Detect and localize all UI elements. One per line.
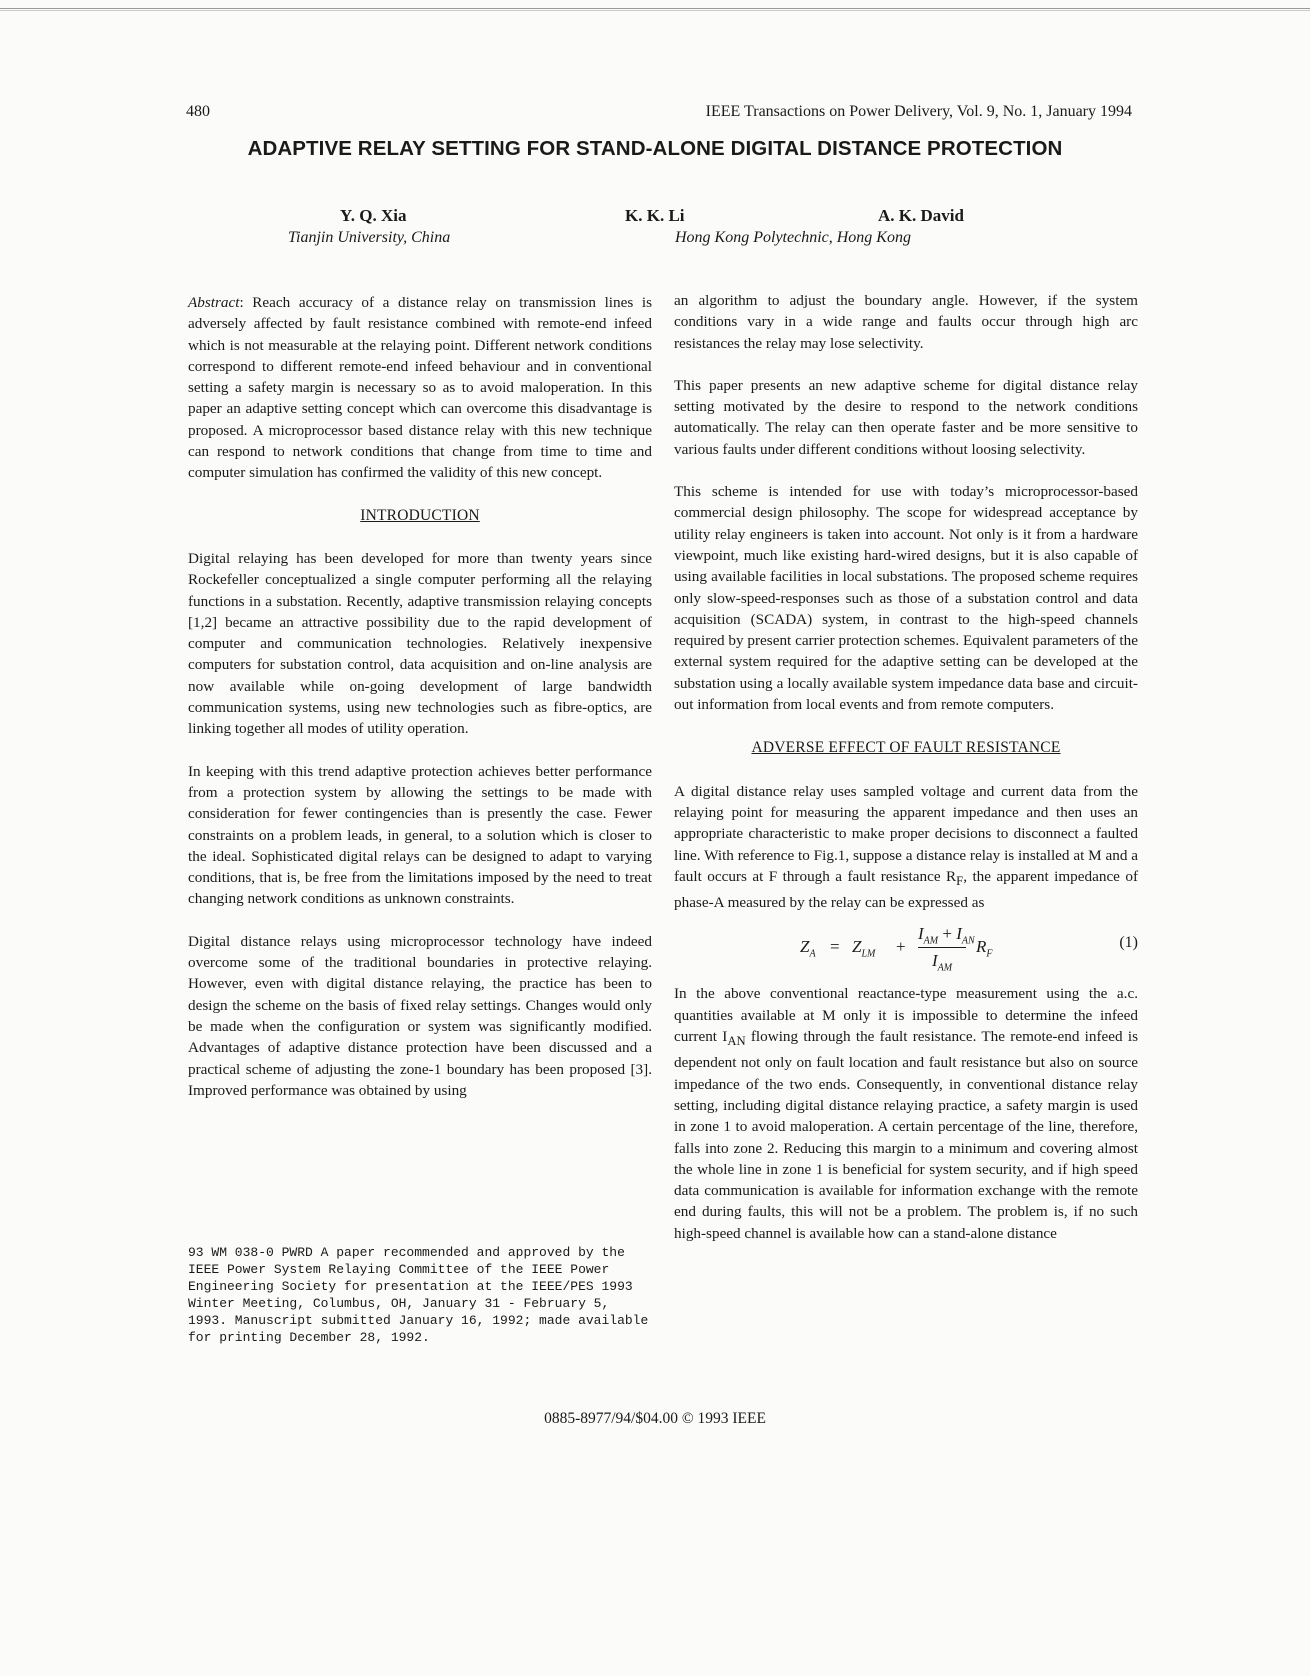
adverse-paragraph-1: A digital distance relay uses sampled voltage and current data from the relaying point for measuring the apparent impedance and then uses an appropriate characteristic to make proper decisions to disconnect a faulted line. With reference to Fig.1, suppose a distance relay is installed at M and a fault occurs at F through a fault resistance $R_F$, the apparent impedance of phase-A measured by the relay can be expressed as: [674, 782, 1139, 912]
scan-edge-rule: [0, 8, 1310, 9]
scan-edge-rule-secondary: [0, 10, 1310, 11]
abstract-label: Abstract: [188, 294, 240, 311]
eq-equals: =: [830, 937, 840, 957]
journal-reference: IEEE Transactions on Power Delivery, Vol. 9, No. 1, January 1994: [705, 103, 1132, 120]
intro-paragraph-1: Digital relaying has been developed for more than twenty years since Rockefeller conceptualized a single computer performing all the relaying functions in a substation. Recently, adaptive transmission relaying concepts [1,2] became an attractive possibility due to the rapid development of computer and communication technologies. Relatively inexpensive computers for substation control, data acquisition and on-line analysis are now available while on-going development of large bandwidth communication systems, using new technologies such as fibre-optics, are linking together all modes of utility operation.: [188, 549, 652, 738]
intro-paragraph-2: In keeping with this trend adaptive protection achieves better performance from a protection system by allowing the settings to be made with consideration for fewer contingencies than is presently the case. Fewer constraints on a problem leads, in general, to a solution which is closer to the ideal. Sophisticated digital relays can be designed to adapt to varying conditions, that is, be free from the limitations imposed by the need to treat changing network conditions as unknown constraints.: [188, 762, 652, 908]
section-heading-adverse-effect: ADVERSE EFFECT OF FAULT RESISTANCE: [751, 739, 1061, 757]
section-heading-introduction: INTRODUCTION: [360, 506, 480, 524]
affiliation-tianjin: Tianjin University, China: [288, 229, 451, 246]
author-li: K. K. Li: [625, 206, 685, 225]
author-xia: Y. Q. Xia: [340, 206, 407, 225]
right-column: [674, 290, 1138, 1265]
equation-number: (1): [1119, 934, 1138, 952]
eq-lhs: $Z_A$: [800, 937, 816, 960]
adverse-paragraph-2: In the above conventional reactance-type measurement using the a.c. quantities available at M only it is impossible to determine the infeed current $I_{AN}$ flowing through the fault resistance. The remote-end infeed is dependent not only on fault location and fault resistance but also on source impedance of the two ends. Consequently, in conventional distance relay setting, including digital distance relaying practice, a safety margin is used in zone 1 to avoid maloperation. A certain percentage of the line, therefore, falls into zone 2. Reducing this margin to a minimum and covering almost the whole line in zone 1 is beneficial for system security, and if high speed data communication is available for information exchange with the remote end during faults, this will not be a problem. The problem is, if no such high-speed channel is available how can a stand-alone distance: [674, 985, 1139, 1242]
manuscript-footnote: 93 WM 038-0 PWRD A paper recommended and approved by the IEEE Power System Relaying Committee of the IEEE Power Engineering Society for presentation at the IEEE/PES 1993 Winter Meeting, Columbus, OH, January 31 - February 5, 1993. Manuscript submitted January 16, 1992; made available for printing December 28, 1992.: [188, 1245, 649, 1345]
equation-body: [800, 923, 1030, 974]
author-david: A. K. David: [878, 206, 964, 225]
left-column: [188, 292, 652, 1122]
eq-numerator: $I_{AM} + I_{AN}$: [918, 924, 975, 947]
abstract-text: : Reach accuracy of a distance relay on transmission lines is adversely affected by fault resistance combined with remote-end infeed which is not measurable at the relaying point. Different network conditions correspond to different remote-end infeed behaviour and in conventional setting a safety margin is necessary so as to avoid maloperation. In this paper an adaptive setting concept which can overcome this disadvantage is proposed. A microprocessor based distance relay with this new technique can respond to network conditions that change from time to time and computer simulation has confirmed the validity of this new concept.: [188, 294, 652, 482]
eq-plus: +: [896, 937, 906, 957]
eq-term-zlm: $Z_{LM}$: [852, 937, 876, 960]
equation-1: [674, 919, 1138, 975]
copyright-line: 0885-8977/94/$04.00 © 1993 IEEE: [544, 1410, 766, 1427]
page-number: 480: [186, 103, 210, 120]
right-paragraph-2: This paper presents an new adaptive scheme for digital distance relay setting motivated by the desire to respond to the network conditions automatically. The relay can then operate faster and be more sensitive to various faults under different conditions without loosing selectivity.: [674, 376, 1138, 458]
eq-fraction-bar: [918, 947, 966, 948]
right-paragraph-3: This scheme is intended for use with today’s microprocessor-based commercial design philosophy. The scope for widespread acceptance by utility relay engineers is taken into account. Not only is it from a hardware viewpoint, much like existing hard-wired designs, but it is also capable of using available facilities in local substations. The proposed scheme requires only slow-speed-responses such as those of a substation control and data acquisition (SCADA) system, in contrast to the high-speed channels required by present carrier protection schemes. Equivalent parameters of the external system required for the adaptive setting can be developed at the substation using a locally available system impedance data base and circuit-out information from local events and from remote computers.: [674, 483, 1138, 714]
intro-paragraph-3: Digital distance relays using microprocessor technology have indeed overcome some of the traditional boundaries in protective relaying. However, even with digital distance relaying, the practice has been to design the scheme on the basis of fixed relay settings. Changes would only be made when the configuration or system was significantly modified. Advantages of adaptive distance protection have been discussed and a practical scheme of adjusting the zone-1 boundary has been proposed [3]. Improved performance was obtained by using: [188, 932, 652, 1099]
right-paragraph-1: an algorithm to adjust the boundary angle. However, if the system conditions vary in a wide range and faults occur through high arc resistances the relay may lose selectivity.: [674, 292, 1138, 352]
abstract-paragraph: [188, 292, 652, 484]
eq-denominator: $I_{AM}$: [932, 951, 953, 974]
eq-rf: $R_F$: [976, 937, 993, 960]
paper-title: ADAPTIVE RELAY SETTING FOR STAND-ALONE DIGITAL DISTANCE PROTECTION: [247, 137, 1063, 160]
affiliation-hong-kong: Hong Kong Polytechnic, Hong Kong: [675, 229, 911, 246]
